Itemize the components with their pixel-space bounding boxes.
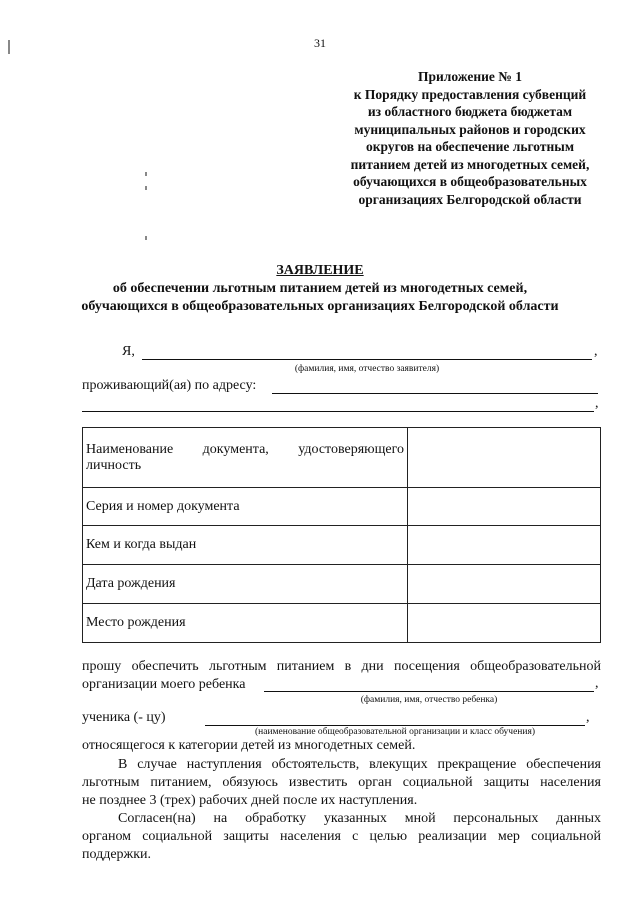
- request-line2: организации моего ребенка: [82, 677, 246, 692]
- applicant-name-caption: (фамилия, имя, отчество заявителя): [294, 364, 440, 374]
- table-row: [83, 526, 601, 565]
- obligation-line: В случае наступления обстоятельств, влекущих прекращение обеспечения: [118, 757, 601, 772]
- applicant-i-label: Я,: [122, 344, 135, 359]
- birth-date-label: Дата рождения: [83, 565, 408, 604]
- applicant-name-comma: ,: [594, 344, 598, 359]
- doc-type-label-line2: личность: [86, 457, 142, 473]
- doc-type-label-line1: [86, 442, 404, 458]
- consent-line: поддержки.: [82, 847, 152, 862]
- appendix-line: к Порядку предоставления субвенций: [353, 86, 587, 102]
- table-row: [83, 604, 601, 643]
- birth-date-value-cell[interactable]: [408, 565, 601, 604]
- margin-mark: [145, 186, 147, 190]
- title-sub-line: обучающихся в общеобразовательных организациях Белгородской области: [81, 299, 559, 314]
- appendix-line: обучающихся в общеобразовательных: [353, 174, 587, 189]
- address-comma: ,: [595, 396, 599, 411]
- appendix-line: муниципальных районов и городских: [354, 121, 586, 137]
- appendix-header: [300, 68, 640, 208]
- doc-type-label-cell: [83, 428, 408, 488]
- document-title: [0, 262, 640, 316]
- appendix-line: округов на обеспечение льготным: [365, 139, 575, 154]
- doc-type-label-word: удостоверяющего: [298, 441, 404, 457]
- appendix-line: из областного бюджета бюджетам: [367, 104, 573, 119]
- category-line: относящегося к категории детей из многодетных семей.: [82, 738, 416, 753]
- birth-place-label: Место рождения: [83, 604, 408, 643]
- obligation-paragraph: [82, 756, 601, 810]
- doc-issued-value-cell[interactable]: [408, 526, 601, 565]
- doc-issued-label: Кем и когда выдан: [83, 526, 408, 565]
- table-row: [83, 488, 601, 526]
- pupil-label: ученика (- цу): [82, 710, 166, 725]
- doc-type-value-cell[interactable]: [408, 428, 601, 488]
- request-paragraph: [82, 658, 601, 694]
- table-row: [83, 428, 601, 488]
- title-sub-line: об обеспечении льготным питанием детей из многодетных семей,: [112, 281, 528, 296]
- consent-line: Согласен(на) на обработку указанных мной персональных данных: [118, 811, 601, 826]
- obligation-line: льготным питанием, обязуюсь известить орган социальной защиты населения: [82, 775, 601, 790]
- birth-place-value-cell[interactable]: [408, 604, 601, 643]
- page-number: 31: [314, 36, 326, 50]
- consent-line: органом социальной защиты населения с целью реализации мер социальной: [82, 829, 601, 844]
- doc-type-label-word: Наименование: [86, 441, 174, 457]
- child-name-field[interactable]: [264, 691, 594, 692]
- appendix-line: Приложение № 1: [418, 69, 522, 84]
- margin-mark: [8, 40, 10, 54]
- doc-series-label: Серия и номер документа: [83, 488, 408, 526]
- consent-paragraph: [82, 810, 601, 864]
- child-name-comma: ,: [595, 676, 599, 691]
- margin-mark: [145, 172, 147, 176]
- address-field-line1[interactable]: [272, 393, 598, 394]
- address-field-line2[interactable]: [82, 411, 594, 412]
- child-name-caption: (фамилия, имя, отчество ребенка): [360, 695, 498, 705]
- doc-series-value-cell[interactable]: [408, 488, 601, 526]
- school-class-caption: (наименование общеобразовательной организации и класс обучения): [254, 727, 535, 737]
- appendix-line: организациях Белгородской области: [358, 191, 582, 207]
- doc-type-label-word: документа,: [202, 441, 269, 457]
- pupil-comma: ,: [586, 710, 590, 725]
- margin-mark: [145, 236, 147, 240]
- address-label: проживающий(ая) по адресу:: [82, 378, 257, 393]
- title-main: ЗАЯВЛЕНИЕ: [276, 263, 364, 278]
- table-row: [83, 565, 601, 604]
- appendix-line: питанием детей из многодетных семей,: [350, 156, 590, 172]
- school-class-field[interactable]: [205, 725, 585, 726]
- obligation-line: не позднее 3 (трех) рабочих дней после их наступления.: [82, 793, 418, 808]
- request-line1: прошу обеспечить льготным питанием в дни посещения общеобразовательной: [82, 659, 601, 674]
- identity-document-table: [82, 427, 601, 643]
- applicant-name-field[interactable]: [142, 359, 592, 360]
